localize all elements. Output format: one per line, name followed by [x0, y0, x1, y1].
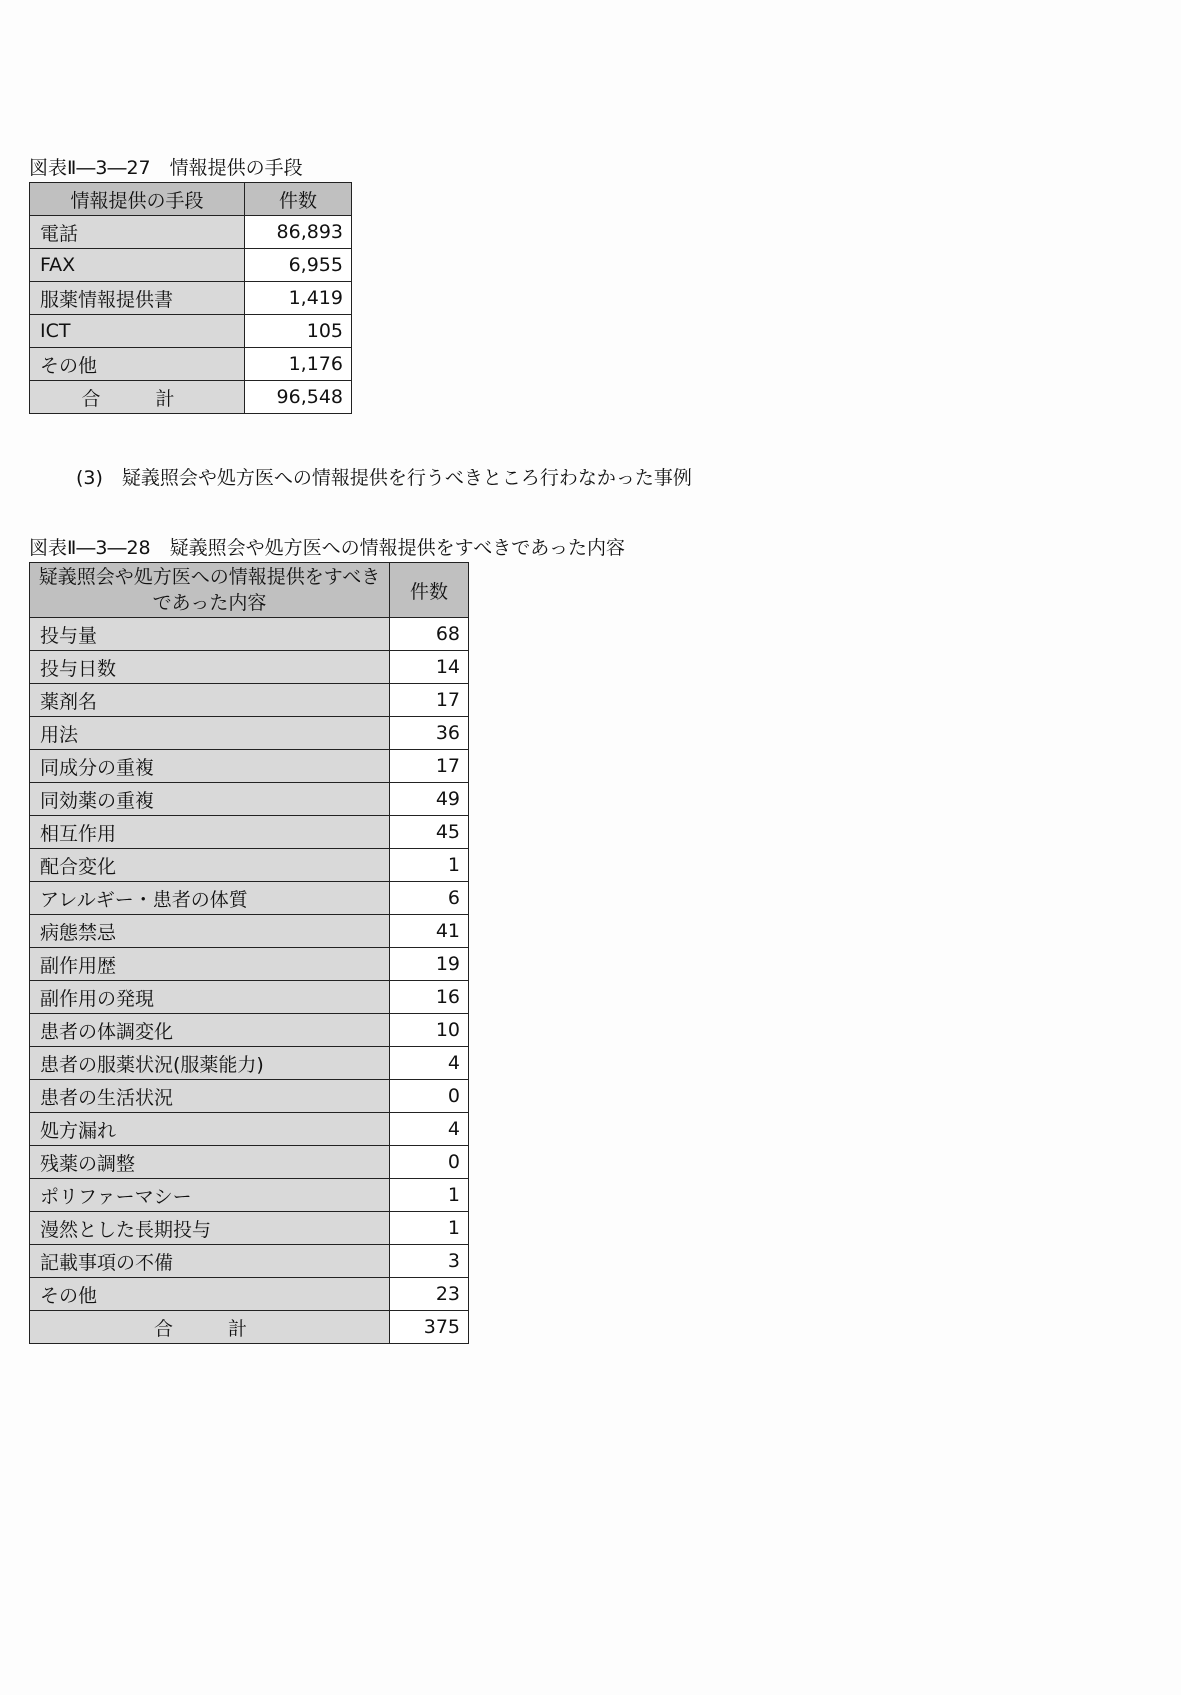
table-row [30, 1014, 469, 1047]
table-row [30, 882, 469, 915]
row-label: 漫然とした長期投与 [30, 1212, 390, 1245]
row-value: 86,893 [245, 216, 352, 249]
table-row [30, 1146, 469, 1179]
table-row [30, 1179, 469, 1212]
row-label: 副作用の発現 [30, 981, 390, 1014]
table-row [30, 348, 352, 381]
row-value: 36 [390, 717, 469, 750]
table-row [30, 915, 469, 948]
row-label: 薬剤名 [30, 684, 390, 717]
table-row [30, 1113, 469, 1146]
row-label: 配合変化 [30, 849, 390, 882]
row-label: 記載事項の不備 [30, 1245, 390, 1278]
row-value: 1 [390, 1179, 469, 1212]
row-value: 3 [390, 1245, 469, 1278]
row-label: 病態禁忌 [30, 915, 390, 948]
row-label: 患者の生活状況 [30, 1080, 390, 1113]
row-value: 17 [390, 750, 469, 783]
row-value: 14 [390, 651, 469, 684]
table-row [30, 849, 469, 882]
row-label: 用法 [30, 717, 390, 750]
row-label: アレルギー・患者の体質 [30, 882, 390, 915]
row-label: その他 [30, 1278, 390, 1311]
inquiry-content-table [29, 562, 469, 1344]
table-row [30, 684, 469, 717]
row-label: 同効薬の重複 [30, 783, 390, 816]
row-label: 残薬の調整 [30, 1146, 390, 1179]
row-value: 1 [390, 1212, 469, 1245]
row-value: 105 [245, 315, 352, 348]
row-value: 1,176 [245, 348, 352, 381]
column-header-means: 情報提供の手段 [30, 183, 245, 216]
row-value: 45 [390, 816, 469, 849]
row-label: 患者の体調変化 [30, 1014, 390, 1047]
table-row [30, 1047, 469, 1080]
total-label: 合 計 [30, 381, 245, 414]
table-row [30, 315, 352, 348]
row-label: その他 [30, 348, 245, 381]
row-value: 17 [390, 684, 469, 717]
total-value: 96,548 [245, 381, 352, 414]
row-value: 4 [390, 1047, 469, 1080]
row-value: 4 [390, 1113, 469, 1146]
section-heading: (3) 疑義照会や処方医への情報提供を行うべきところ行わなかった事例 [76, 467, 692, 489]
table2-caption: 図表Ⅱ―3―28 疑義照会や処方医への情報提供をすべきであった内容 [29, 537, 626, 559]
row-label: FAX [30, 249, 245, 282]
table-row [30, 282, 352, 315]
table-row [30, 1212, 469, 1245]
row-value: 19 [390, 948, 469, 981]
column-header-content: 疑義照会や処方医への情報提供をすべきであった内容 [30, 563, 390, 618]
total-row [30, 1311, 469, 1344]
row-value: 6 [390, 882, 469, 915]
row-label: 電話 [30, 216, 245, 249]
row-value: 68 [390, 618, 469, 651]
row-value: 23 [390, 1278, 469, 1311]
table-row [30, 1278, 469, 1311]
total-label: 合 計 [30, 1311, 390, 1344]
table-row [30, 717, 469, 750]
table-row [30, 783, 469, 816]
row-label: 同成分の重複 [30, 750, 390, 783]
row-label: 副作用歴 [30, 948, 390, 981]
row-value: 10 [390, 1014, 469, 1047]
table1-caption: 図表Ⅱ―3―27 情報提供の手段 [29, 157, 303, 179]
row-label: 患者の服薬状況(服薬能力) [30, 1047, 390, 1080]
table-row [30, 981, 469, 1014]
row-value: 6,955 [245, 249, 352, 282]
row-value: 41 [390, 915, 469, 948]
row-label: 相互作用 [30, 816, 390, 849]
table-row [30, 816, 469, 849]
row-label: ICT [30, 315, 245, 348]
row-value: 0 [390, 1080, 469, 1113]
table-row [30, 618, 469, 651]
row-label: ポリファーマシー [30, 1179, 390, 1212]
column-header-count: 件数 [390, 563, 469, 618]
table-row [30, 1080, 469, 1113]
row-value: 0 [390, 1146, 469, 1179]
table-row [30, 651, 469, 684]
row-label: 投与日数 [30, 651, 390, 684]
row-label: 処方漏れ [30, 1113, 390, 1146]
row-label: 服薬情報提供書 [30, 282, 245, 315]
table-row [30, 1245, 469, 1278]
table-row [30, 249, 352, 282]
row-value: 1 [390, 849, 469, 882]
total-row [30, 381, 352, 414]
row-value: 16 [390, 981, 469, 1014]
table-row [30, 216, 352, 249]
row-value: 49 [390, 783, 469, 816]
row-label: 投与量 [30, 618, 390, 651]
means-of-information-table [29, 182, 352, 414]
table-row [30, 948, 469, 981]
column-header-count: 件数 [245, 183, 352, 216]
table-row [30, 750, 469, 783]
row-value: 1,419 [245, 282, 352, 315]
total-value: 375 [390, 1311, 469, 1344]
